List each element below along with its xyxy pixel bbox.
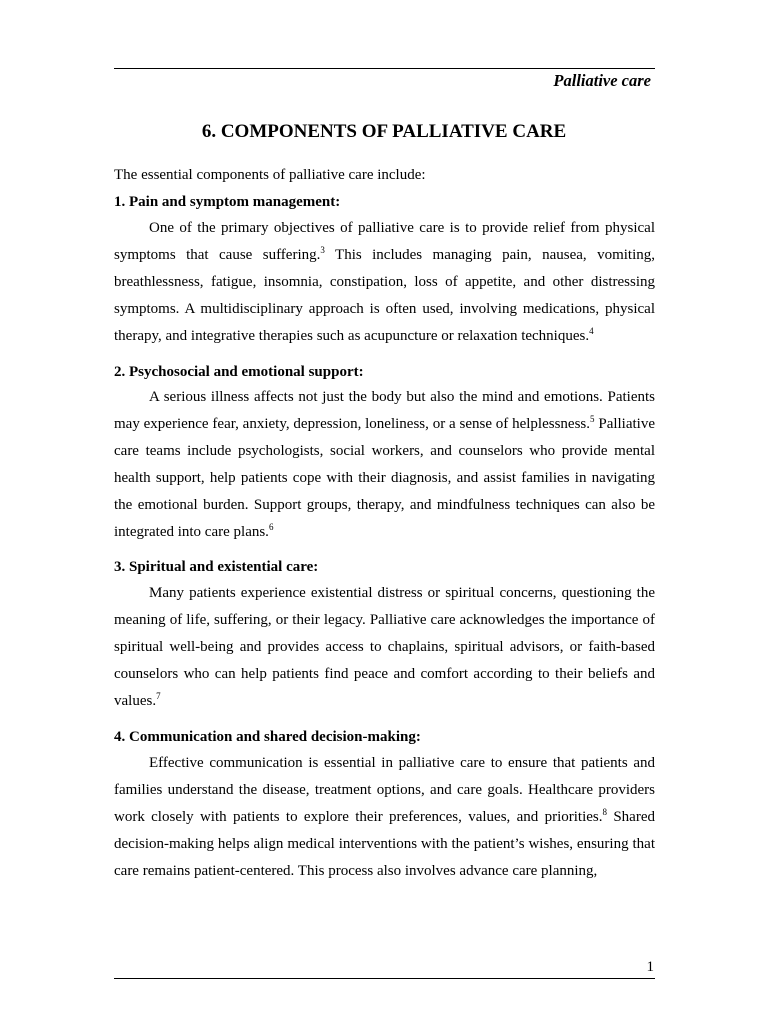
section-heading-communication: 4. Communication and shared decision-making:	[114, 729, 421, 745]
footer-rule	[114, 978, 655, 979]
paragraph-text: This includes managing pain, nausea, vomiting, breathlessness, fatigue, insomnia, constipation, loss of appetite, and other distressing symptoms. A multidisciplinary approach is often used, involving medications, physical therapy, and integrative therapies such as acupuncture or relaxation techniques.	[114, 247, 655, 344]
citation-ref: 5	[590, 414, 595, 424]
header-rule	[114, 68, 655, 69]
citation-ref: 3	[320, 245, 325, 255]
running-header: Palliative care	[553, 71, 651, 90]
page-number: 1	[646, 959, 654, 975]
section-heading-spiritual: 3. Spiritual and existential care:	[114, 559, 319, 575]
page-title: 6. COMPONENTS OF PALLIATIVE CARE	[201, 121, 567, 142]
section-paragraph-pain	[114, 215, 655, 350]
paragraph-text: One of the primary objectives of palliative care is to provide relief from physical symptoms that cause suffering.	[114, 220, 655, 263]
citation-ref: 6	[268, 522, 274, 532]
section-paragraph-psychosocial	[114, 384, 655, 546]
citation-ref: 4	[589, 326, 594, 336]
paragraph-text: Effective communication is essential in palliative care to ensure that patients and families understand the disease, treatment options, and care goals. Healthcare providers work closely with patients to explore their preferences, values, and priorities.	[114, 755, 655, 825]
paragraph-text: Shared decision-making helps align medical interventions with the patient’s wishes, ensuring that care remains patient-centered. This process also involves advance care planning,	[114, 809, 655, 879]
section-heading-psychosocial: 2. Psychosocial and emotional support:	[114, 364, 364, 380]
citation-ref: 7	[156, 691, 161, 701]
citation-ref: 8	[602, 807, 608, 817]
section-paragraph-spiritual	[114, 580, 655, 715]
paragraph-text: Many patients experience existential distress or spiritual concerns, questioning the meaning of life, suffering, or their legacy. Palliative care acknowledges the importance of spiritual well-being and provides access to chaplains, spiritual advisors, or faith-based counselors who can help patients find peace and comfort according to their beliefs and values.	[114, 585, 655, 709]
section-paragraph-communication	[114, 750, 655, 886]
paragraph-text: Palliative care teams include psychologists, social workers, and counselors who provide mental health support, help patients cope with their diagnosis, and assist families in navigating the emotional burden. Support groups, therapy, and mindfulness techniques can also be integrated into care plans.	[114, 416, 656, 540]
intro-text: The essential components of palliative care include:	[114, 167, 426, 183]
paragraph-text: A serious illness affects not just the body but also the mind and emotions. Patients may experience fear, anxiety, depression, loneliness, or a sense of helplessness.	[114, 389, 655, 432]
section-heading-pain: 1. Pain and symptom management:	[114, 194, 341, 210]
